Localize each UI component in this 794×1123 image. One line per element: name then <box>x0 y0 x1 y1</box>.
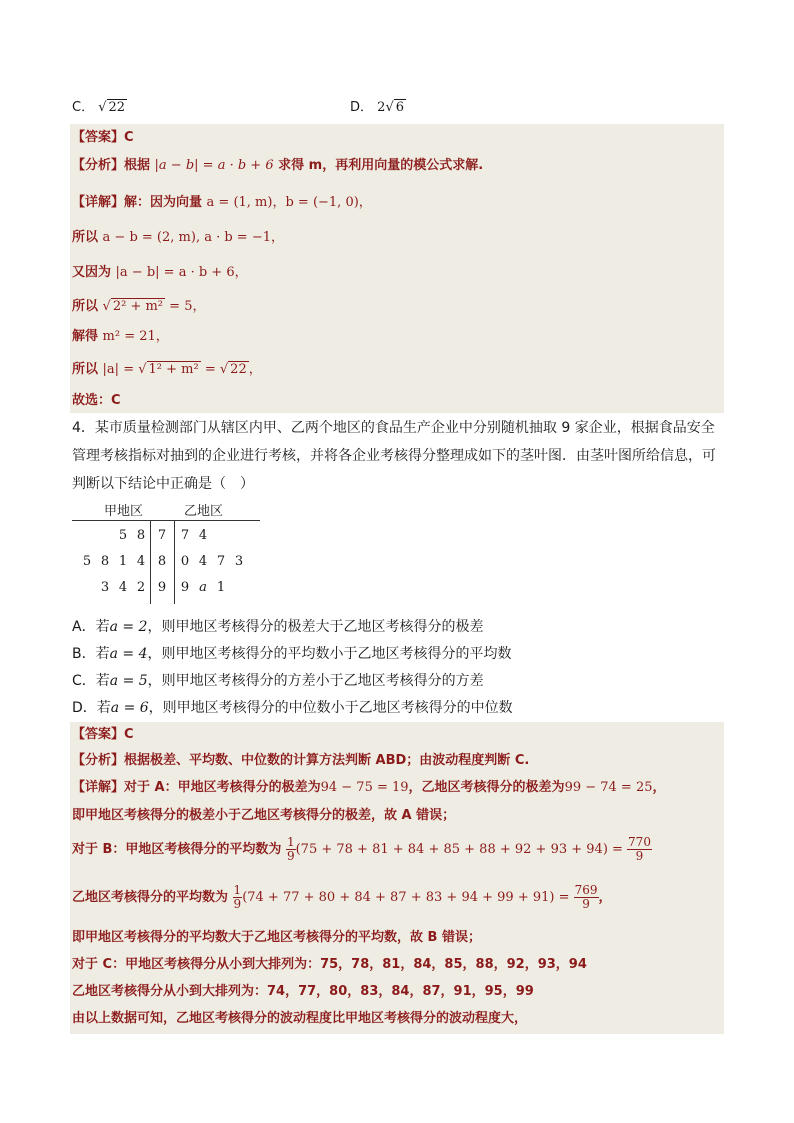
sqrt-value: √ 22 <box>98 100 126 115</box>
denominator: 9 <box>286 849 295 863</box>
math-expression: 94 − 75 = 19 <box>320 780 409 795</box>
math-expression: a − b = (2, m), a · b = −1， <box>102 230 284 245</box>
detail-label: 【详解】解：因为向量 <box>72 195 203 210</box>
leaf-right: a <box>199 580 207 595</box>
leaf-right: 4 <box>198 528 208 543</box>
header-divider <box>72 520 260 521</box>
option-text: ，则甲地区考核得分的极差大于乙地区考核得分的极差 <box>147 619 484 635</box>
math-expression: = 5， <box>165 299 206 314</box>
detail-b2 <box>72 884 612 911</box>
stem: 8 <box>157 554 167 569</box>
math-expression: |a − b| = a · b + 6， <box>115 265 248 280</box>
radicand: 22 <box>108 100 126 115</box>
math-expression: |a| = <box>102 362 139 377</box>
option-text: ，则甲地区考核得分的中位数小于乙地区考核得分的中位数 <box>148 700 513 716</box>
punct: ， <box>598 890 612 905</box>
leaf-right: 1 <box>216 580 226 595</box>
conclusion: 故选：C <box>72 393 121 408</box>
option-condition: a = 6 <box>110 700 149 716</box>
punct: ， <box>652 780 666 795</box>
answer-label: 【答案】C <box>72 727 134 742</box>
denominator: 9 <box>582 897 590 911</box>
detail-line <box>72 193 372 213</box>
leaf-left: 3 <box>100 580 110 595</box>
detail-line-1 <box>72 228 284 248</box>
leaf-left: 4 <box>118 580 128 595</box>
denominator: 9 <box>635 849 644 863</box>
fraction <box>627 836 652 863</box>
line-prefix: 所以 <box>72 230 99 245</box>
option-text: ，则甲地区考核得分的平均数小于乙地区考核得分的平均数 <box>147 646 512 662</box>
leaf-right: 0 <box>180 554 190 569</box>
line-prefix: 所以 <box>72 299 99 314</box>
numerator: 1 <box>286 835 295 849</box>
answer-label: 【答案】C <box>72 130 134 145</box>
analysis-line <box>72 156 483 176</box>
math-expression: |a − b| = a · b + 6 <box>154 158 274 173</box>
punct: ， <box>248 362 262 377</box>
detail-c1: 对于 C：甲地区考核得分从小到大排列为：75，78，81，84，85，88，92，93，94 <box>72 957 587 972</box>
option-b <box>72 644 512 664</box>
detail-line-2 <box>72 263 248 283</box>
option-label: C．若 <box>72 673 110 689</box>
leaf-right: 9 <box>180 580 190 595</box>
detail-b <box>72 836 652 863</box>
detail-b3: 即甲地区考核得分的平均数大于乙地区考核得分的平均数，故 B 错误； <box>72 930 481 945</box>
leaf-left: 1 <box>118 554 128 569</box>
fraction <box>574 884 599 911</box>
stem-divider-right <box>174 520 175 604</box>
right-header: 乙地区 <box>184 503 224 518</box>
numerator: 770 <box>628 835 651 849</box>
option-label: B．若 <box>72 646 110 662</box>
line-prefix: 又因为 <box>72 265 112 280</box>
analysis-line: 【分析】根据极差、平均数、中位数的计算方法判断 ABD；由波动程度判断 C. <box>72 753 530 768</box>
line-prefix: 所以 <box>72 362 99 377</box>
leaf-left: 2 <box>136 580 146 595</box>
radicand: 1² + m² <box>148 362 199 377</box>
option-label: C． <box>72 100 95 115</box>
leaf-left: 5 <box>118 528 128 543</box>
coefficient: 2 <box>377 100 386 115</box>
leaf-right: 7 <box>180 528 190 543</box>
option-c <box>72 671 484 691</box>
equals: = <box>200 362 220 377</box>
math-expression: m² = 21， <box>102 329 169 344</box>
detail-line-4 <box>72 327 169 347</box>
stem-divider-left <box>150 520 151 604</box>
math-expression: 99 − 74 = 25 <box>564 780 653 795</box>
leaf-left: 5 <box>82 554 92 569</box>
math-expression: a = (1, m)，b = (−1, 0)， <box>206 195 372 210</box>
stem: 7 <box>157 528 167 543</box>
leaf-right: 4 <box>198 554 208 569</box>
question-4-text: 4．某市质量检测部门从辖区内甲、乙两个地区的食品生产企业中分别随机抽取 9 家企业，根据食品安全管理考核指标对抽到的企业进行考核，并将各企业考核得分整理成如下的茎叶图．由茎叶图所给信息，可判断以下结论中正确是（ ） <box>72 420 716 492</box>
option-c-prev <box>72 98 127 118</box>
numerator: 1 <box>233 883 242 897</box>
detail-line-5: 所以 |a| = √ 1² + m² = √ 22 ， <box>72 362 262 377</box>
fraction <box>233 884 243 911</box>
left-header: 甲地区 <box>104 503 144 518</box>
line-prefix: 解得 <box>72 329 99 344</box>
leaf-left: 4 <box>136 554 146 569</box>
math-expression: (75 + 78 + 81 + 84 + 85 + 88 + 92 + 93 + 94) = <box>295 842 628 857</box>
radicand: 2² + m² <box>112 299 164 314</box>
detail-c2: 乙地区考核得分从小到大排列为：74，77，80，83，84，87，91，95，99 <box>72 984 534 999</box>
radicand: 6 <box>395 100 405 115</box>
denominator: 9 <box>233 897 242 911</box>
radicand: 22 <box>230 362 247 377</box>
option-d <box>72 698 513 718</box>
numerator: 769 <box>574 883 598 897</box>
leaf-right: 7 <box>216 554 226 569</box>
analysis-label: 【分析】根据 <box>72 158 151 173</box>
detail-text: ，乙地区考核得分的极差为 <box>408 780 565 795</box>
detail-c3: 由以上数据可知，乙地区考核得分的波动程度比甲地区考核得分的波动程度大， <box>72 1011 528 1026</box>
analysis-tail: 求得 m，再利用向量的模公式求解. <box>278 158 484 173</box>
leaf-left: 8 <box>136 528 146 543</box>
detail-a2: 即甲地区考核得分的极差小于乙地区考核得分的极差，故 A 错误； <box>72 808 456 823</box>
sqrt-value: 2√ 6 <box>377 100 405 115</box>
option-d-prev <box>350 98 406 118</box>
detail-line-3: 所以 √ 2² + m² = 5， <box>72 299 206 314</box>
detail-text: 对于 B：甲地区考核得分的平均数为 <box>72 842 282 857</box>
option-text: ，则甲地区考核得分的方差小于乙地区考核得分的方差 <box>147 673 484 689</box>
option-condition: a = 5 <box>109 673 148 689</box>
option-label: A．若 <box>72 619 110 635</box>
math-expression: (74 + 77 + 80 + 84 + 87 + 83 + 94 + 99 + 91) = <box>242 890 574 905</box>
fraction <box>286 836 296 863</box>
option-condition: a = 2 <box>109 619 148 635</box>
option-label: D． <box>350 100 374 115</box>
leaf-right: 3 <box>234 554 244 569</box>
detail-text: 乙地区考核得分的平均数为 <box>72 890 229 905</box>
stem-leaf-diagram <box>72 498 262 608</box>
detail-a <box>72 778 666 798</box>
leaf-left: 8 <box>100 554 110 569</box>
detail-text: 【详解】对于 A：甲地区考核得分的极差为 <box>72 780 321 795</box>
stem: 9 <box>157 580 167 595</box>
option-a <box>72 617 483 637</box>
option-condition: a = 4 <box>109 646 148 662</box>
option-label: D．若 <box>72 700 111 716</box>
